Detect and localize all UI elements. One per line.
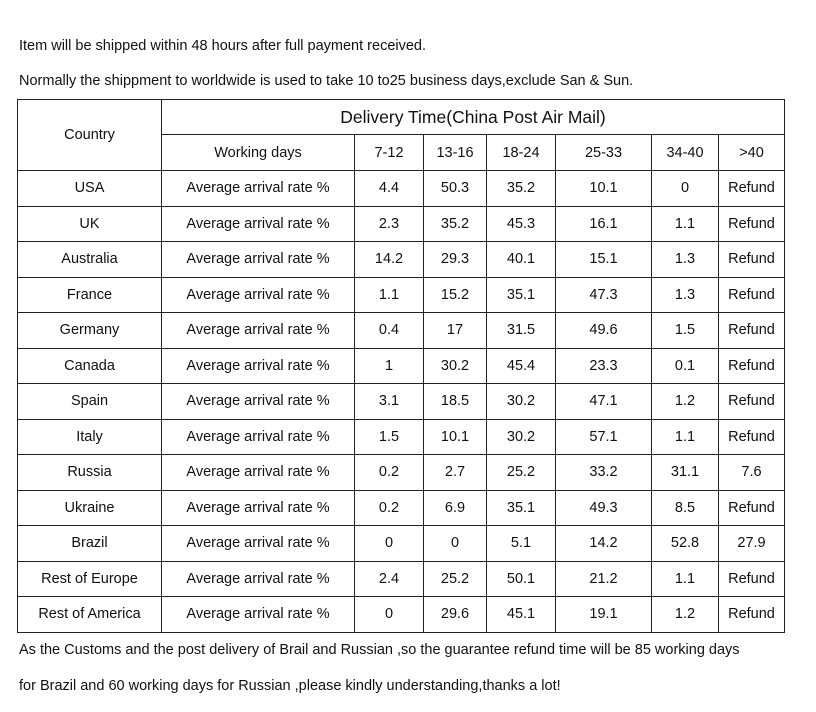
rate-cell: 7.6 <box>719 455 785 491</box>
rate-cell: 29.3 <box>424 242 487 278</box>
rate-cell: 40.1 <box>487 242 556 278</box>
rate-cell: Refund <box>719 313 785 349</box>
rate-cell: 50.3 <box>424 171 487 207</box>
rate-cell: Refund <box>719 171 785 207</box>
rate-cell: 1.1 <box>355 277 424 313</box>
rate-cell: 45.4 <box>487 348 556 384</box>
delivery-time-table <box>17 99 785 633</box>
rate-cell: Refund <box>719 597 785 633</box>
rate-cell: Refund <box>719 206 785 242</box>
rate-cell: 57.1 <box>556 419 652 455</box>
rate-cell: 1.1 <box>652 561 719 597</box>
country-cell: USA <box>18 171 162 207</box>
table-row <box>18 419 785 455</box>
rate-cell: 1 <box>355 348 424 384</box>
metric-cell: Average arrival rate % <box>162 561 355 597</box>
rate-cell: 5.1 <box>487 526 556 562</box>
rate-cell: 1.2 <box>652 597 719 633</box>
country-cell: Italy <box>18 419 162 455</box>
refund-note: As the Customs and the post delivery of Brail and Russian ,so the guarantee refund time will be 85 working days <box>19 642 740 658</box>
rate-cell: 0.4 <box>355 313 424 349</box>
rate-cell: 35.2 <box>487 171 556 207</box>
rate-cell: 15.1 <box>556 242 652 278</box>
table-row <box>18 561 785 597</box>
rate-cell: 14.2 <box>556 526 652 562</box>
rate-cell: 15.2 <box>424 277 487 313</box>
metric-cell: Average arrival rate % <box>162 384 355 420</box>
rate-cell: 47.1 <box>556 384 652 420</box>
rate-cell: 31.1 <box>652 455 719 491</box>
metric-cell: Average arrival rate % <box>162 171 355 207</box>
metric-cell: Average arrival rate % <box>162 597 355 633</box>
table-row <box>18 242 785 278</box>
metric-cell: Average arrival rate % <box>162 490 355 526</box>
rate-cell: 23.3 <box>556 348 652 384</box>
rate-cell: 1.1 <box>652 419 719 455</box>
rate-cell: 49.6 <box>556 313 652 349</box>
rate-cell: 30.2 <box>487 419 556 455</box>
rate-cell: 1.3 <box>652 242 719 278</box>
rate-cell: Refund <box>719 561 785 597</box>
country-cell: UK <box>18 206 162 242</box>
rate-cell: 25.2 <box>424 561 487 597</box>
rate-cell: 0 <box>355 597 424 633</box>
table-title: Delivery Time(China Post Air Mail) <box>162 100 785 135</box>
rate-cell: Refund <box>719 277 785 313</box>
rate-cell: 30.2 <box>424 348 487 384</box>
rate-cell: 10.1 <box>424 419 487 455</box>
rate-cell: 47.3 <box>556 277 652 313</box>
country-cell: France <box>18 277 162 313</box>
range-header: 13-16 <box>424 135 487 171</box>
refund-note-continued: for Brazil and 60 working days for Russian ,please kindly understanding,thanks a lot! <box>19 678 561 694</box>
table-row <box>18 384 785 420</box>
range-header: >40 <box>719 135 785 171</box>
rate-cell: 29.6 <box>424 597 487 633</box>
rate-cell: 1.2 <box>652 384 719 420</box>
country-cell: Brazil <box>18 526 162 562</box>
rate-cell: 2.7 <box>424 455 487 491</box>
rate-cell: 35.2 <box>424 206 487 242</box>
rate-cell: 1.5 <box>355 419 424 455</box>
rate-cell: Refund <box>719 384 785 420</box>
table-row <box>18 313 785 349</box>
rate-cell: 6.9 <box>424 490 487 526</box>
table-row <box>18 206 785 242</box>
rate-cell: 30.2 <box>487 384 556 420</box>
range-header: 7-12 <box>355 135 424 171</box>
country-cell: Spain <box>18 384 162 420</box>
rate-cell: 33.2 <box>556 455 652 491</box>
country-cell: Australia <box>18 242 162 278</box>
metric-cell: Average arrival rate % <box>162 348 355 384</box>
range-header: 34-40 <box>652 135 719 171</box>
rate-cell: 14.2 <box>355 242 424 278</box>
country-cell: Rest of America <box>18 597 162 633</box>
metric-cell: Average arrival rate % <box>162 313 355 349</box>
table-row <box>18 171 785 207</box>
rate-cell: 10.1 <box>556 171 652 207</box>
rate-cell: 0 <box>652 171 719 207</box>
rate-cell: 27.9 <box>719 526 785 562</box>
rate-cell: 8.5 <box>652 490 719 526</box>
rate-cell: 35.1 <box>487 277 556 313</box>
rate-cell: 0.2 <box>355 455 424 491</box>
rate-cell: 52.8 <box>652 526 719 562</box>
rate-cell: 1.3 <box>652 277 719 313</box>
metric-cell: Average arrival rate % <box>162 419 355 455</box>
metric-cell: Average arrival rate % <box>162 242 355 278</box>
rate-cell: 0.2 <box>355 490 424 526</box>
range-header: 18-24 <box>487 135 556 171</box>
metric-cell: Average arrival rate % <box>162 277 355 313</box>
rate-cell: 45.1 <box>487 597 556 633</box>
rate-cell: 18.5 <box>424 384 487 420</box>
rate-cell: 19.1 <box>556 597 652 633</box>
country-cell: Rest of Europe <box>18 561 162 597</box>
shipping-note: Item will be shipped within 48 hours after full payment received. <box>19 38 427 54</box>
rate-cell: 17 <box>424 313 487 349</box>
rate-cell: 45.3 <box>487 206 556 242</box>
rate-cell: 35.1 <box>487 490 556 526</box>
rate-cell: 0 <box>424 526 487 562</box>
rate-cell: 25.2 <box>487 455 556 491</box>
rate-cell: 1.1 <box>652 206 719 242</box>
country-cell: Germany <box>18 313 162 349</box>
rate-cell: 0.1 <box>652 348 719 384</box>
metric-cell: Average arrival rate % <box>162 455 355 491</box>
rate-cell: Refund <box>719 419 785 455</box>
metric-cell: Average arrival rate % <box>162 526 355 562</box>
table-row <box>18 348 785 384</box>
table-row <box>18 490 785 526</box>
country-cell: Ukraine <box>18 490 162 526</box>
table-row <box>18 597 785 633</box>
metric-cell: Average arrival rate % <box>162 206 355 242</box>
rate-cell: 1.5 <box>652 313 719 349</box>
rate-cell: 0 <box>355 526 424 562</box>
country-cell: Canada <box>18 348 162 384</box>
country-cell: Russia <box>18 455 162 491</box>
rate-cell: 31.5 <box>487 313 556 349</box>
rate-cell: 49.3 <box>556 490 652 526</box>
rate-cell: 50.1 <box>487 561 556 597</box>
table-title-row <box>18 100 785 135</box>
country-header: Country <box>18 100 162 171</box>
rate-cell: 3.1 <box>355 384 424 420</box>
rate-cell: 16.1 <box>556 206 652 242</box>
rate-cell: 2.3 <box>355 206 424 242</box>
rate-cell: 4.4 <box>355 171 424 207</box>
table-row <box>18 455 785 491</box>
rate-cell: 2.4 <box>355 561 424 597</box>
rate-cell: Refund <box>719 490 785 526</box>
delivery-note: Normally the shippment to worldwide is used to take 10 to25 business days,exclude San & Sun. <box>19 73 634 89</box>
rate-cell: Refund <box>719 242 785 278</box>
table-row <box>18 277 785 313</box>
working-days-label: Working days <box>162 135 355 171</box>
range-header: 25-33 <box>556 135 652 171</box>
rate-cell: Refund <box>719 348 785 384</box>
table-row <box>18 526 785 562</box>
rate-cell: 21.2 <box>556 561 652 597</box>
